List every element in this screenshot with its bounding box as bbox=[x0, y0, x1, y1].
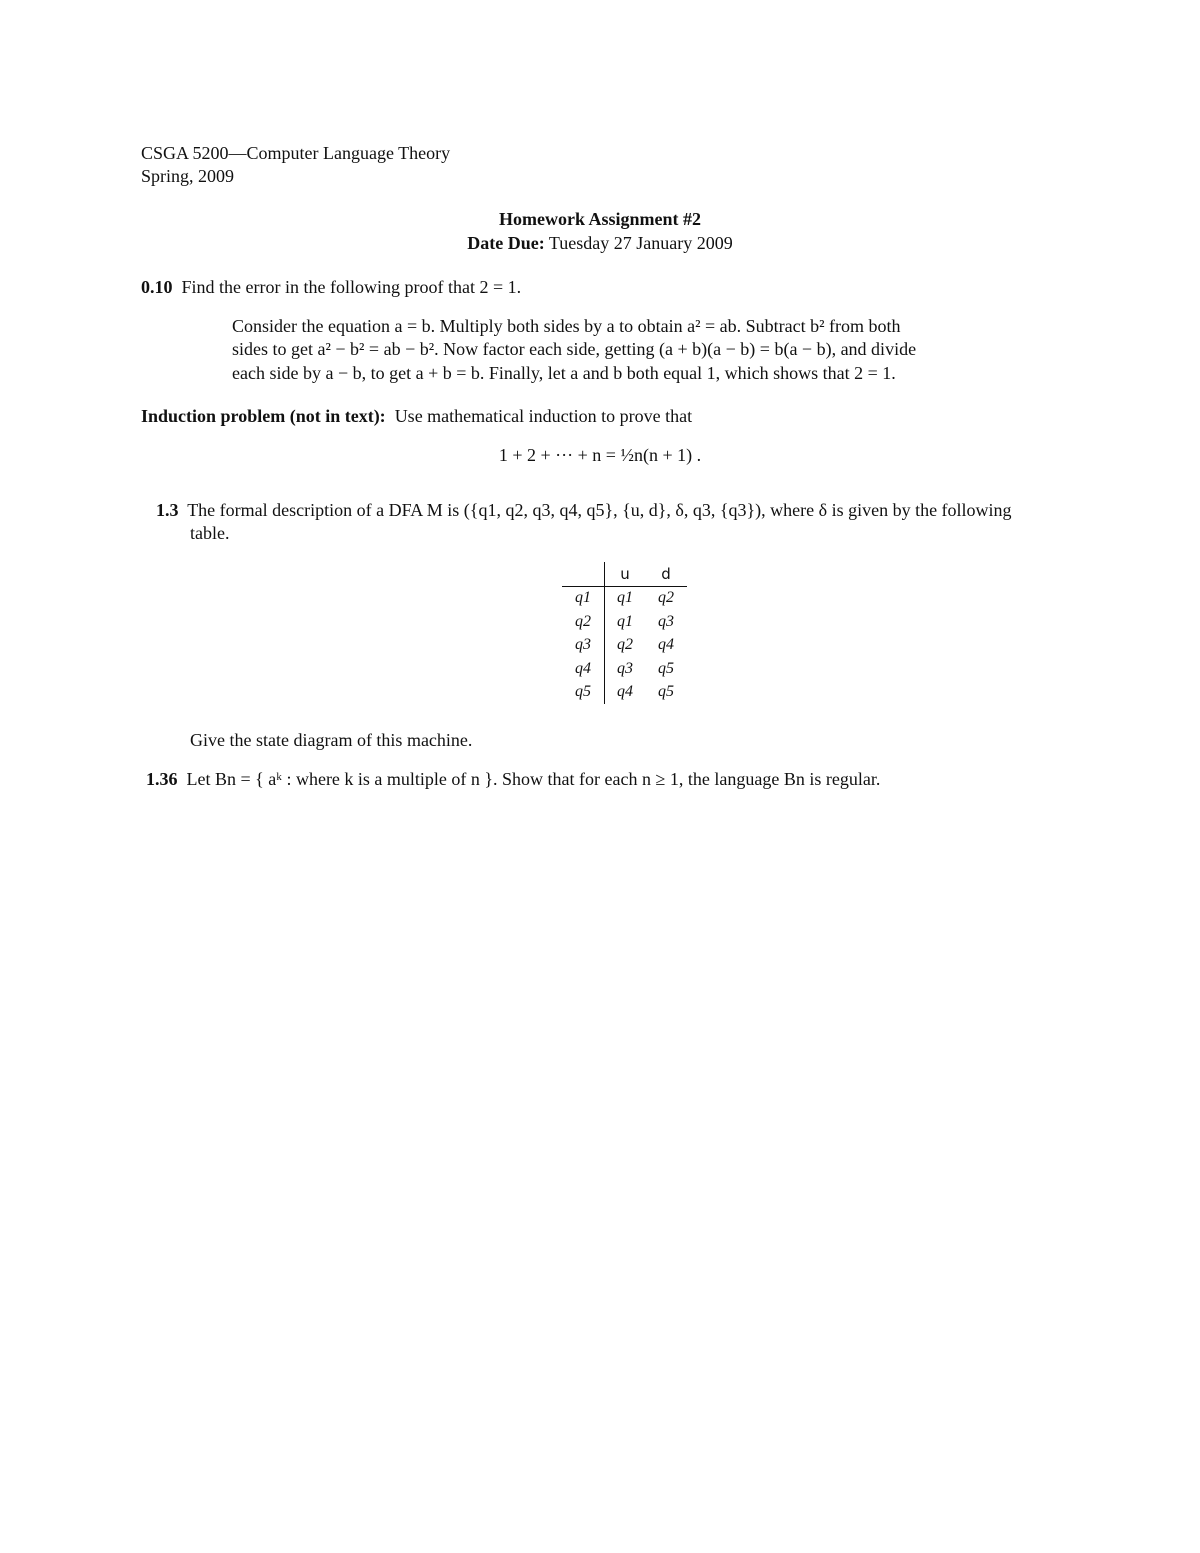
proof-line-3: each side by a − b, to get a + b = b. Finally, let a and b both equal 1, which shows that 2 = 1. bbox=[232, 363, 896, 383]
table-cell: q1 bbox=[562, 586, 605, 610]
table-cell: q3 bbox=[562, 634, 605, 658]
problem-number: 1.3 bbox=[156, 500, 179, 520]
due-date: Tuesday 27 January 2009 bbox=[548, 233, 733, 253]
problem-text-line-2: table. bbox=[190, 523, 230, 543]
problem-number: 0.10 bbox=[141, 277, 173, 297]
table-cell: q4 bbox=[562, 657, 605, 681]
problem-1-36 bbox=[146, 769, 880, 790]
table-header-row bbox=[562, 562, 687, 586]
proof-line-1: Consider the equation a = b. Multiply both sides by a to obtain a² = ab. Subtract b² from both bbox=[232, 316, 901, 336]
problem-text: Let Bn = { aᵏ : where k is a multiple of n }. Show that for each n ≥ 1, the language Bn is regular. bbox=[186, 769, 881, 789]
table-header-cell bbox=[562, 562, 605, 586]
table-row bbox=[562, 610, 687, 634]
problem-0-10 bbox=[141, 277, 521, 298]
problem-number: 1.36 bbox=[146, 769, 178, 789]
problem-1-3 bbox=[156, 500, 1012, 521]
problem-prompt: Find the error in the following proof that 2 = 1. bbox=[181, 277, 522, 297]
followup-instruction: Give the state diagram of this machine. bbox=[190, 730, 473, 750]
induction-equation: 1 + 2 + ··· + n = ½n(n + 1) . bbox=[498, 445, 702, 465]
table-cell: q5 bbox=[562, 681, 605, 705]
table-header-cell: d bbox=[645, 562, 687, 586]
term: Spring, 2009 bbox=[141, 166, 235, 186]
table-cell: q4 bbox=[658, 636, 674, 654]
transition-table bbox=[562, 562, 687, 704]
table-cell: q2 bbox=[617, 636, 633, 654]
table-cell: q1 bbox=[617, 589, 633, 607]
table-row bbox=[562, 657, 687, 681]
table-row bbox=[562, 586, 687, 610]
table-cell: q3 bbox=[658, 612, 674, 630]
problem-text-line-1: The formal description of a DFA M is ({q1, q2, q3, q4, q5}, {u, d}, δ, q3, {q3}), where δ is given by the following bbox=[187, 500, 1012, 520]
table-cell: q2 bbox=[562, 610, 605, 634]
induction-prompt: Use mathematical induction to prove that bbox=[394, 406, 693, 426]
table-cell: q1 bbox=[617, 612, 633, 630]
proof-line-2: sides to get a² − b² = ab − b². Now factor each side, getting (a + b)(a − b) = b(a − b), and divide bbox=[232, 339, 917, 359]
due-label: Date Due: bbox=[467, 233, 545, 253]
table-cell: q5 bbox=[658, 683, 674, 701]
assignment-title: Homework Assignment #2 bbox=[499, 209, 701, 229]
table-row bbox=[562, 634, 687, 658]
table-row bbox=[562, 681, 687, 705]
table-cell: q3 bbox=[617, 659, 633, 677]
table-cell: q5 bbox=[658, 659, 674, 677]
table-cell: q4 bbox=[617, 683, 633, 701]
induction-label: Induction problem (not in text): bbox=[141, 406, 386, 426]
table-cell: q2 bbox=[658, 589, 674, 607]
due-date-line bbox=[0, 233, 1200, 254]
table-header-cell: u bbox=[605, 562, 646, 586]
course-title: CSGA 5200—Computer Language Theory bbox=[141, 143, 451, 163]
induction-problem bbox=[141, 406, 692, 427]
